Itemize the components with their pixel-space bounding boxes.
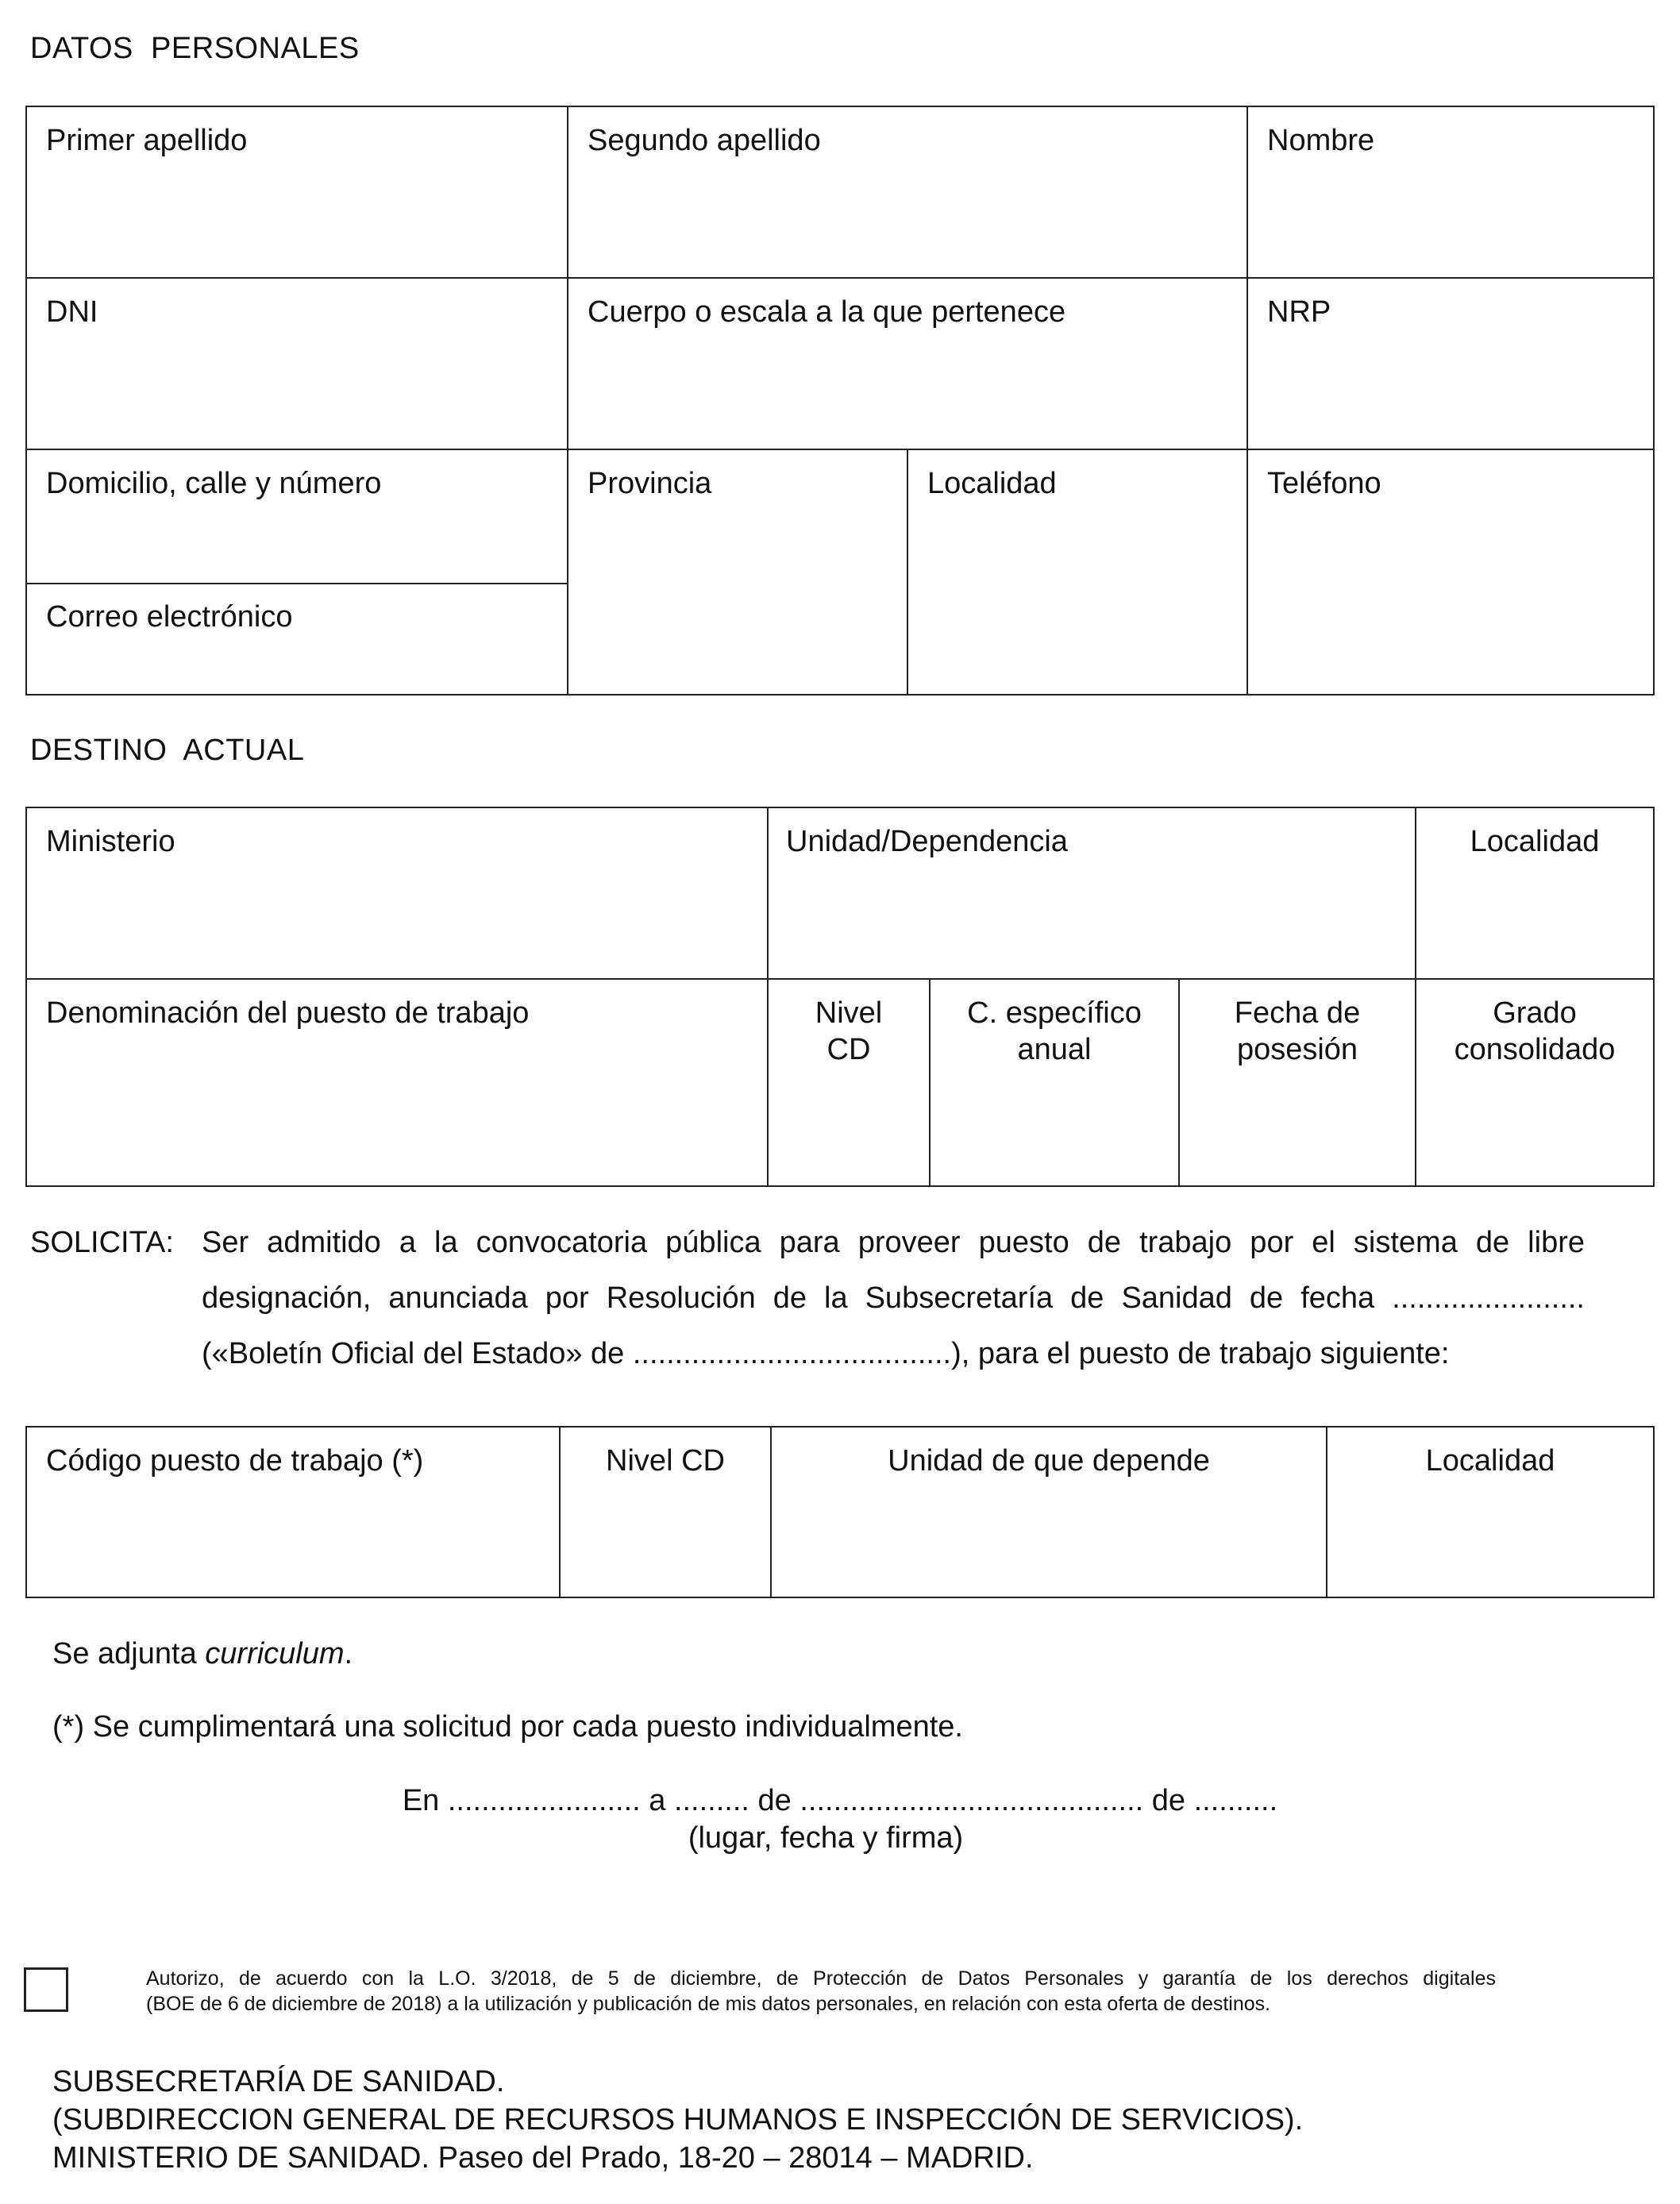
- adjunta-curriculum-note: Se adjunta curriculum.: [52, 1637, 353, 1670]
- field-correo-electronico: Correo electrónico: [46, 600, 293, 634]
- asterisk-note: (*) Se cumplimentará una solicitud por cada puesto individualmente.: [52, 1710, 963, 1744]
- footer-line-1: SUBSECRETARÍA DE SANIDAD.: [52, 2065, 505, 2098]
- solicita-line-2: designación, anunciada por Resolución de la Subsecretaría de Sanidad de fecha .......................: [202, 1281, 1585, 1315]
- field-ministerio: Ministerio: [46, 825, 175, 858]
- field-localidad-destino: Localidad: [1470, 825, 1600, 858]
- footer-line-3: MINISTERIO DE SANIDAD. Paseo del Prado, 18-20 – 28014 – MADRID.: [52, 2141, 1034, 2175]
- field-nrp: NRP: [1267, 295, 1331, 329]
- field-nombre: Nombre: [1267, 124, 1375, 157]
- field-unidad-depende: Unidad de que depende: [888, 1444, 1210, 1478]
- footer-line-2: (SUBDIRECCION GENERAL DE RECURSOS HUMANOS E INSPECCIÓN DE SERVICIOS).: [52, 2103, 1304, 2137]
- field-denominacion-puesto: Denominación del puesto de trabajo: [46, 996, 530, 1030]
- field-fecha-posesion: Fecha de posesión: [1234, 996, 1361, 1066]
- signature-line: En ....................... a ......... de ......................................... de ..........: [402, 1784, 1278, 1817]
- field-primer-apellido: Primer apellido: [46, 124, 248, 157]
- consent-text-line-1: Autorizo, de acuerdo con la L.O. 3/2018, de 5 de diciembre, de Protección de Datos Personales y garantía de los derechos digitales: [146, 1967, 1496, 1990]
- field-codigo-puesto: Código puesto de trabajo (*): [46, 1444, 424, 1478]
- field-nivel-cd: Nivel CD: [815, 996, 883, 1066]
- field-c-especifico: C. específico anual: [967, 996, 1142, 1066]
- field-grado-consolidado: Grado consolidado: [1454, 996, 1616, 1066]
- field-dni: DNI: [46, 295, 98, 329]
- field-provincia: Provincia: [588, 467, 712, 500]
- data-consent-checkbox[interactable]: [24, 1967, 68, 2012]
- solicita-label: SOLICITA:: [30, 1226, 174, 1259]
- consent-text-line-2: (BOE de 6 de diciembre de 2018) a la utilización y publicación de mis datos personales, en relación con esta oferta de destinos.: [146, 1993, 1271, 2015]
- footer-address: [52, 2063, 1303, 2177]
- section-title-destino-actual: DESTINO ACTUAL: [30, 734, 305, 767]
- field-segundo-apellido: Segundo apellido: [588, 124, 821, 157]
- field-telefono: Teléfono: [1267, 467, 1381, 500]
- field-localidad-puesto: Localidad: [1425, 1444, 1555, 1478]
- signature-caption: (lugar, fecha y firma): [688, 1821, 964, 1855]
- solicita-line-1: Ser admitido a la convocatoria pública para proveer puesto de trabajo por el sistema de libre: [202, 1226, 1585, 1259]
- field-domicilio: Domicilio, calle y número: [46, 467, 382, 500]
- field-cuerpo-escala: Cuerpo o escala a la que pertenece: [588, 295, 1066, 329]
- field-nivel-cd-puesto: Nivel CD: [606, 1444, 725, 1478]
- solicita-line-3: («Boletín Oficial del Estado» de ......................................), para el puesto de trabajo siguiente:: [202, 1337, 1450, 1370]
- section-title-datos-personales: DATOS PERSONALES: [30, 32, 360, 65]
- field-localidad: Localidad: [927, 467, 1057, 500]
- field-unidad-dependencia: Unidad/Dependencia: [786, 825, 1068, 858]
